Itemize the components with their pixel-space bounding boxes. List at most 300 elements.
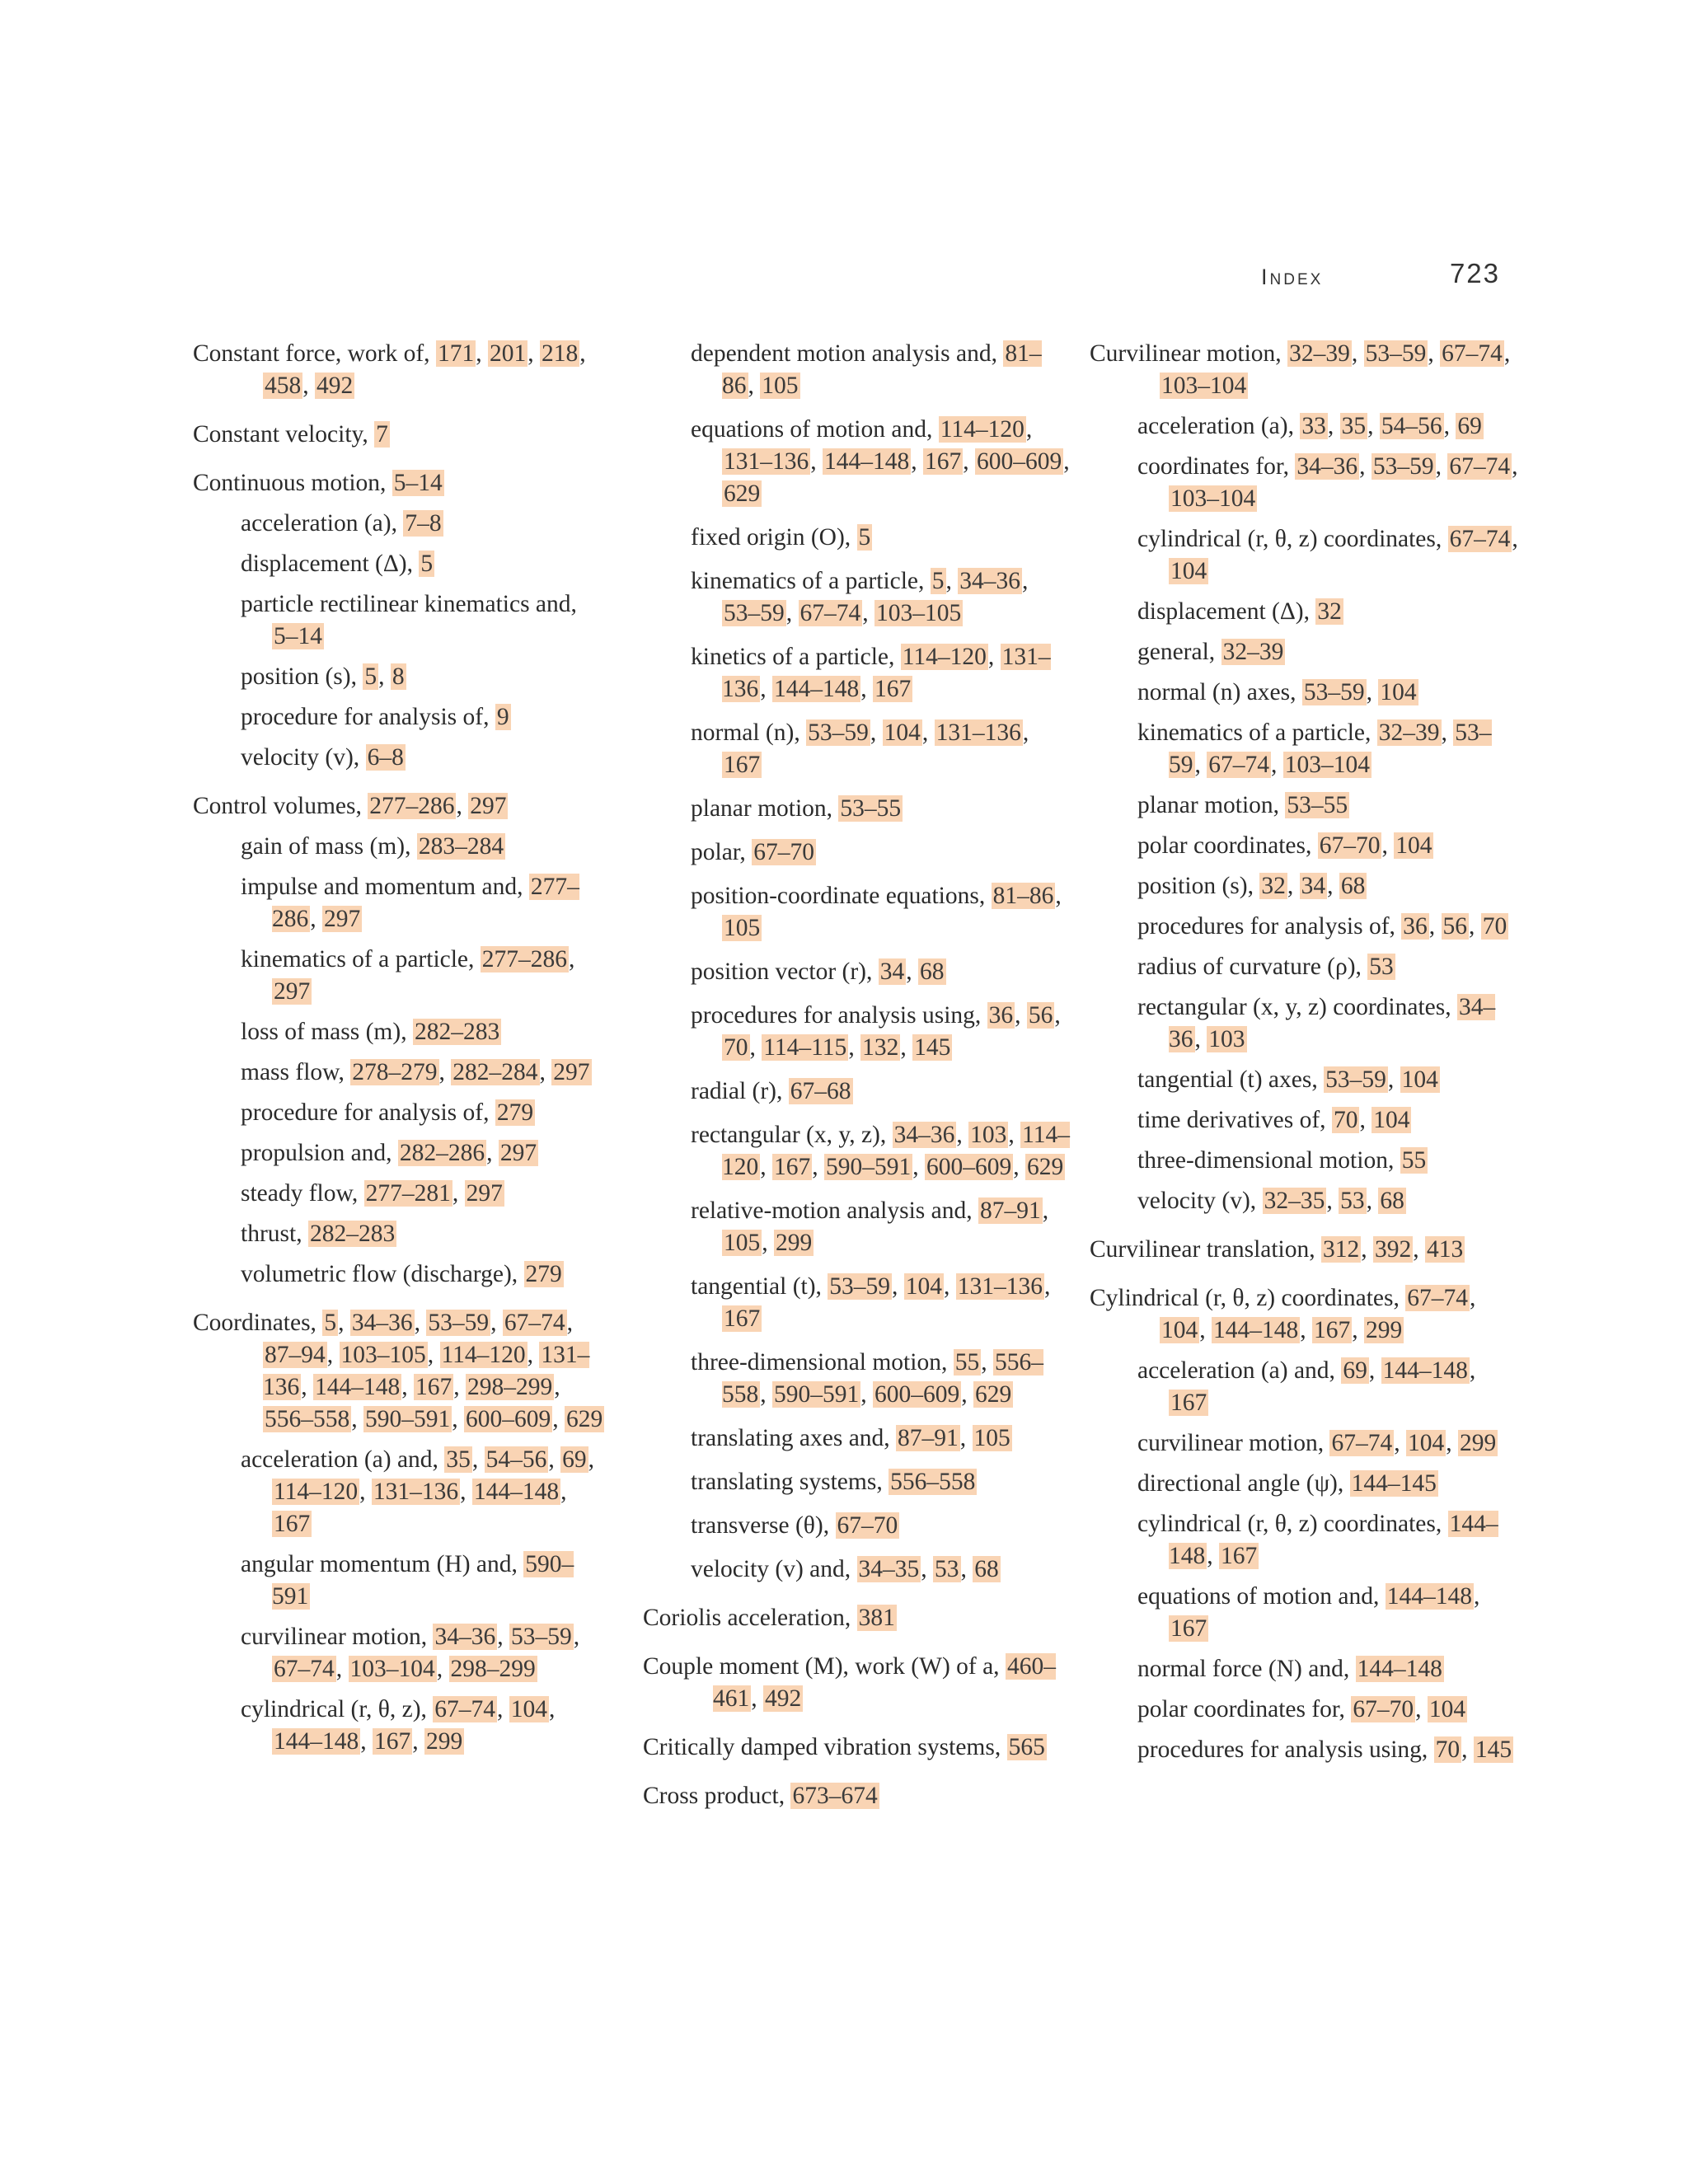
page-reference-link[interactable]: 103 — [1208, 1026, 1245, 1052]
index-entry — [193, 419, 605, 451]
index-subentry: velocity (v), 32–35, 53, 68 — [1137, 1188, 1404, 1214]
page-reference-link[interactable]: 167 — [774, 1154, 811, 1180]
page-reference-link[interactable]: 218 — [541, 340, 579, 367]
page-reference-link[interactable]: 145 — [914, 1034, 951, 1061]
page-reference-link[interactable]: 167 — [374, 1728, 411, 1755]
page-reference-link[interactable]: 381 — [858, 1605, 895, 1631]
page-reference-link[interactable]: 600–609 — [926, 1154, 1012, 1180]
running-head: Index — [1261, 265, 1324, 289]
page-reference-link[interactable]: 492 — [765, 1685, 802, 1712]
index-subentry — [241, 1258, 605, 1291]
page-reference-link[interactable]: 68 — [920, 958, 945, 985]
entry-term: planar motion, — [691, 795, 839, 822]
entry-term: curvilinear motion, — [1137, 1430, 1330, 1456]
index-subentry — [241, 1218, 605, 1250]
page-reference-link[interactable]: 629 — [724, 480, 761, 507]
index-subentry — [1137, 1145, 1518, 1177]
page-reference-link[interactable]: 81–86 — [992, 883, 1054, 909]
index-subentry: curvilinear motion, 67–74, 104, 299 — [1137, 1430, 1497, 1456]
index-subentry: normal (n) axes, 53–59, 104 — [1137, 679, 1417, 705]
page-reference-link[interactable]: 312 — [1323, 1236, 1360, 1263]
page-reference-link[interactable]: 114–120 — [274, 1479, 359, 1505]
entry-term: acceleration (a), — [241, 510, 404, 537]
page-reference-link[interactable]: 458 — [265, 373, 302, 399]
page-reference-link[interactable]: 104 — [1373, 1107, 1410, 1133]
page-reference-link[interactable]: 282–284 — [452, 1059, 538, 1085]
page-reference-link[interactable]: 70 — [1333, 1107, 1358, 1133]
entry-term: tangential (t) axes, — [1137, 1066, 1325, 1093]
page-reference-link[interactable]: 132 — [862, 1034, 899, 1061]
page-reference-link[interactable]: 53–59 — [1169, 719, 1492, 778]
page-reference-link[interactable]: 114–120 — [902, 644, 987, 670]
page-reference-link[interactable]: 53–59 — [724, 600, 785, 626]
entry-term: propulsion and, — [241, 1140, 398, 1166]
page-reference-link[interactable]: 36 — [1403, 913, 1428, 940]
page-reference-link[interactable]: 53–59 — [1365, 340, 1427, 367]
page-reference-link[interactable]: 282–283 — [414, 1019, 500, 1045]
index-subentry: polar coordinates, 67–70, 104 — [1137, 832, 1432, 859]
page-reference-link[interactable]: 53–55 — [840, 795, 902, 822]
page-reference-link[interactable]: 32–39 — [1222, 639, 1284, 665]
page-reference-link[interactable]: 131–136 — [935, 719, 1021, 746]
page-reference-link[interactable]: 167 — [1221, 1543, 1258, 1569]
page-reference-link[interactable]: 104 — [1161, 1317, 1198, 1343]
page-reference-link[interactable]: 297 — [274, 978, 311, 1005]
page-reference-link[interactable]: 53–59 — [1372, 453, 1434, 480]
index-subentry: curvilinear motion, 34–36, 53–59, 67–74, 103–104, 298–299 — [241, 1624, 580, 1682]
page-reference-link[interactable]: 7 — [376, 421, 388, 448]
page-reference-link[interactable]: 5 — [858, 524, 871, 551]
page-reference-link[interactable]: 53–59 — [510, 1624, 572, 1650]
page-reference-link[interactable]: 277–281 — [365, 1180, 451, 1207]
page-reference-link[interactable]: 34 — [879, 958, 905, 985]
page-reference-link[interactable]: 297 — [466, 1180, 503, 1207]
page-reference-link[interactable]: 53 — [935, 1556, 959, 1582]
page-reference-link[interactable]: 67–70 — [1353, 1696, 1414, 1722]
index-subentry: velocity (v) and, 34–35, 53, 68 — [691, 1556, 999, 1582]
page-reference-link[interactable]: 114–115 — [763, 1034, 847, 1061]
page-reference-link[interactable]: 69 — [1457, 413, 1482, 439]
page-reference-link[interactable]: 103–104 — [1161, 373, 1247, 399]
page-reference-link[interactable]: 68 — [974, 1556, 999, 1582]
page-reference-link[interactable]: 70 — [1482, 913, 1507, 940]
page-reference-link[interactable]: 33 — [1301, 413, 1326, 439]
index-subentry — [241, 588, 605, 653]
entry-term: tangential (t), — [691, 1273, 828, 1300]
page-reference-link[interactable]: 87–91 — [980, 1197, 1041, 1224]
index-subentry: dependent motion analysis and, 81–86, 105 — [691, 340, 1042, 399]
page-reference-link[interactable]: 104 — [1407, 1430, 1445, 1456]
page-reference-link[interactable]: 297 — [470, 793, 507, 819]
page-reference-link[interactable]: 131–136 — [263, 1342, 590, 1400]
page-reference-link[interactable]: 114–120 — [722, 1122, 1071, 1180]
page-reference-link[interactable]: 629 — [1027, 1154, 1064, 1180]
index-subentry — [241, 742, 605, 774]
page-reference-link[interactable]: 298–299 — [467, 1374, 553, 1400]
entry-term: kinematics of a particle, — [691, 568, 931, 594]
page-reference-link[interactable]: 5 — [931, 568, 945, 594]
page-reference-link[interactable]: 67–74 — [1449, 526, 1511, 552]
page-reference-link[interactable]: 69 — [1343, 1357, 1367, 1384]
page-reference-link[interactable]: 167 — [724, 1305, 761, 1332]
page-reference-link[interactable]: 144–148 — [824, 448, 910, 475]
page-reference-link[interactable]: 68 — [1340, 873, 1366, 899]
entry-term: time derivatives of, — [1137, 1107, 1332, 1133]
page-reference-link[interactable]: 104 — [1395, 832, 1432, 859]
page-reference-link[interactable]: 282–286 — [399, 1140, 485, 1166]
page-reference-link[interactable]: 67–70 — [1319, 832, 1381, 859]
page-reference-link[interactable]: 144–148 — [315, 1374, 401, 1400]
entry-term: normal (n) axes, — [1137, 679, 1302, 705]
index-subentry — [241, 1016, 605, 1048]
page-reference-link[interactable]: 299 — [426, 1728, 463, 1755]
entry-term: directional angle (ψ), — [1137, 1470, 1350, 1497]
entry-term: normal (n), — [691, 719, 807, 746]
index-subentry — [241, 831, 605, 863]
page-number: 723 — [1449, 258, 1500, 288]
page-reference-link[interactable]: 35 — [446, 1446, 471, 1473]
page-reference-link[interactable]: 5–14 — [274, 623, 322, 649]
page-reference-link[interactable]: 67–70 — [753, 839, 814, 865]
page-reference-link[interactable]: 67–74 — [434, 1696, 496, 1722]
entry-term: steady flow, — [241, 1180, 364, 1207]
entry-term: procedures for analysis using, — [691, 1002, 987, 1029]
page-reference-link[interactable]: 105 — [724, 1230, 761, 1256]
page-reference-link[interactable]: 279 — [496, 1099, 534, 1126]
entry-term: Cross product, — [643, 1783, 791, 1809]
page-reference-link[interactable]: 144–148 — [274, 1728, 359, 1755]
page-reference-link[interactable]: 600–609 — [466, 1406, 551, 1432]
entry-term: Coordinates, — [193, 1310, 323, 1336]
page-reference-link[interactable]: 67–74 — [1331, 1430, 1393, 1456]
entry-term: fixed origin (O), — [691, 524, 857, 551]
index-subentry: acceleration (a) and, 69, 144–148, 167 — [1137, 1357, 1476, 1416]
entry-term: translating systems, — [691, 1469, 889, 1495]
index-subentry: kinematics of a particle, 32–39, 53–59, 67–74, 103–104 — [1137, 719, 1492, 778]
page-reference-link[interactable]: 144–148 — [1382, 1357, 1468, 1384]
page-reference-link[interactable]: 144–148 — [1357, 1656, 1442, 1682]
page-reference-link[interactable]: 67–68 — [790, 1078, 851, 1104]
page-reference-link[interactable]: 114–120 — [441, 1342, 526, 1368]
page-reference-link[interactable]: 105 — [724, 915, 761, 941]
page-reference-link[interactable]: 114–120 — [940, 416, 1025, 443]
page-reference-link[interactable]: 104 — [1401, 1066, 1438, 1093]
page-reference-link[interactable]: 6–8 — [367, 744, 404, 771]
page-reference-link[interactable]: 673–674 — [792, 1783, 878, 1809]
page-reference-link[interactable]: 104 — [905, 1273, 943, 1300]
page-reference-link[interactable]: 299 — [1459, 1430, 1497, 1456]
page-reference-link[interactable]: 131–136 — [724, 448, 809, 475]
index-subentry: position (s), 5, 8 — [241, 663, 405, 690]
page-reference-link[interactable]: 34–36 — [893, 1122, 955, 1148]
entry-term: transverse (θ), — [691, 1512, 836, 1539]
page-reference-link[interactable]: 5–14 — [393, 470, 443, 496]
page-reference-link[interactable]: 145 — [1475, 1736, 1512, 1763]
page-reference-link[interactable]: 590–591 — [365, 1406, 451, 1432]
page-reference-link[interactable]: 56 — [1442, 913, 1468, 940]
entry-term: particle rectilinear kinematics and, — [241, 591, 577, 617]
page-reference-link[interactable]: 32–39 — [1289, 340, 1350, 367]
index-subentry: cylindrical (r, θ, z), 67–74, 104, 144–148, 167, 299 — [241, 1696, 556, 1755]
page-reference-link[interactable]: 103–104 — [349, 1656, 435, 1682]
index-subentry — [1137, 1653, 1518, 1685]
page-reference-link[interactable]: 298–299 — [450, 1656, 536, 1682]
page-reference-link[interactable]: 104 — [884, 719, 921, 746]
page-reference-link[interactable]: 556–558 — [265, 1406, 350, 1432]
page-reference-link[interactable]: 171 — [437, 340, 475, 367]
page-reference-link[interactable]: 70 — [1435, 1736, 1461, 1763]
index-entry — [643, 1732, 1071, 1764]
page-reference-link[interactable]: 53 — [1369, 954, 1394, 980]
page-reference-link[interactable]: 53 — [1340, 1188, 1365, 1214]
page-reference-link[interactable]: 70 — [724, 1034, 748, 1061]
index-entry — [193, 467, 605, 499]
page-reference-link[interactable]: 34–36 — [351, 1310, 413, 1336]
page-reference-link[interactable]: 167 — [1314, 1317, 1351, 1343]
page-reference-link[interactable]: 34–36 — [1296, 453, 1358, 480]
page-reference-link[interactable]: 67–70 — [837, 1512, 898, 1539]
page-reference-link[interactable]: 413 — [1427, 1236, 1464, 1263]
entry-term: position-coordinate equations, — [691, 883, 992, 909]
page-reference-link[interactable]: 34–36 — [434, 1624, 496, 1650]
entry-term: Constant velocity, — [193, 421, 375, 448]
page-reference-link[interactable]: 53–59 — [428, 1310, 490, 1336]
index-subentry: equations of motion and, 144–148, 167 — [1137, 1583, 1480, 1642]
page-reference-link[interactable]: 556–558 — [722, 1349, 1043, 1408]
page-reference-link[interactable]: 299 — [776, 1230, 813, 1256]
page-reference-link[interactable]: 69 — [562, 1446, 587, 1473]
index-column-3 — [1090, 338, 1518, 1766]
entry-term: radial (r), — [691, 1078, 789, 1104]
index-subentry: kinematics of a particle, 277–286, 297 — [241, 946, 575, 1005]
page-reference-link[interactable]: 131–136 — [373, 1479, 459, 1505]
page-reference-link[interactable]: 67–74 — [1407, 1285, 1468, 1311]
page-reference-link[interactable]: 297 — [499, 1140, 537, 1166]
page-reference-link[interactable]: 144–148 — [1169, 1511, 1498, 1569]
page-reference-link[interactable]: 492 — [316, 373, 354, 399]
page-reference-link[interactable]: 460–461 — [713, 1653, 1056, 1712]
page-reference-link[interactable]: 297 — [553, 1059, 590, 1085]
page-reference-link[interactable]: 54–56 — [1381, 413, 1442, 439]
entry-term: mass flow, — [241, 1059, 351, 1085]
page-reference-link[interactable]: 167 — [415, 1374, 452, 1400]
page-reference-link[interactable]: 105 — [973, 1425, 1010, 1451]
page-reference-link[interactable]: 278–279 — [352, 1059, 438, 1085]
page-reference-link[interactable]: 144–148 — [473, 1479, 560, 1505]
index-subentry: kinematics of a particle, 5, 34–36, 53–59, 67–74, 103–105 — [691, 568, 1029, 626]
entry-term: Couple moment (M), work (W) of a, — [643, 1653, 1006, 1680]
page-reference-link[interactable]: 36 — [988, 1002, 1014, 1029]
index-subentry: equations of motion and, 114–120, 131–136, 144–148, 167, 600–609, 629 — [691, 416, 1070, 507]
index-subentry: three-dimensional motion, 55, 556–558, 590–591, 600–609, 629 — [691, 1349, 1043, 1408]
page-reference-link[interactable]: 8 — [392, 663, 405, 690]
entry-term: procedure for analysis of, — [241, 704, 495, 730]
index-subentry: time derivatives of, 70, 104 — [1137, 1107, 1410, 1133]
index-subentry: rectangular (x, y, z), 34–36, 103, 114–120, 167, 590–591, 600–609, 629 — [691, 1122, 1071, 1180]
page-reference-link[interactable]: 5 — [364, 663, 377, 690]
page-reference-link[interactable]: 53–59 — [1303, 679, 1365, 705]
page-reference-link[interactable]: 55 — [1401, 1147, 1427, 1174]
index-entry: Curvilinear motion, 32–39, 53–59, 67–74, 103–104 — [1090, 340, 1511, 399]
page-reference-link[interactable]: 103–105 — [340, 1342, 426, 1368]
page-reference-link[interactable]: 629 — [566, 1406, 603, 1432]
page-reference-link[interactable]: 590–591 — [272, 1551, 574, 1610]
index-subentry: impulse and momentum and, 277–286, 297 — [241, 874, 579, 932]
index-subentry — [691, 837, 1071, 869]
page-reference-link[interactable]: 144–148 — [1213, 1317, 1299, 1343]
page-reference-link[interactable]: 32–35 — [1264, 1188, 1325, 1214]
page-reference-link[interactable]: 104 — [1380, 679, 1417, 705]
page-reference-link[interactable]: 299 — [1366, 1317, 1403, 1343]
page-reference-link[interactable]: 144–145 — [1351, 1470, 1437, 1497]
page-reference-link[interactable]: 103–105 — [876, 600, 962, 626]
page-reference-link[interactable]: 54–56 — [485, 1446, 547, 1473]
page-reference-link[interactable]: 600–609 — [977, 448, 1062, 475]
entry-term: kinetics of a particle, — [691, 644, 901, 670]
index-subentry: relative-motion analysis and, 87–91, 105, 299 — [691, 1197, 1049, 1256]
entry-term: procedures for analysis of, — [1137, 913, 1402, 940]
page-reference-link[interactable]: 277–286 — [369, 793, 455, 819]
page-reference-link[interactable]: 144–148 — [1386, 1583, 1472, 1610]
index-subentry: procedures for analysis using, 70, 145 — [1137, 1736, 1512, 1763]
page-reference-link[interactable]: 87–91 — [898, 1425, 959, 1451]
page-reference-link[interactable]: 131–136 — [957, 1273, 1043, 1300]
page-reference-link[interactable]: 590–591 — [826, 1154, 912, 1180]
entry-term: equations of motion and, — [691, 416, 939, 443]
entry-term: coordinates for, — [1137, 453, 1296, 480]
page-reference-link[interactable]: 68 — [1380, 1188, 1404, 1214]
page-reference-link[interactable]: 103–104 — [1170, 485, 1256, 512]
entry-term: Cylindrical (r, θ, z) coordinates, — [1090, 1285, 1406, 1311]
page-reference-link[interactable]: 277–286 — [272, 874, 579, 932]
index-entry — [643, 1780, 1071, 1812]
entry-term: Coriolis acceleration, — [643, 1605, 857, 1631]
page-reference-link[interactable]: 167 — [874, 676, 912, 702]
entry-term: velocity (v), — [1137, 1188, 1263, 1214]
page-reference-link[interactable]: 600–609 — [874, 1381, 960, 1408]
page-reference-link[interactable]: 104 — [1170, 558, 1207, 584]
page-reference-link[interactable]: 67–74 — [1442, 340, 1503, 367]
page-reference-link[interactable]: 9 — [496, 704, 509, 730]
page-reference-link[interactable]: 282–283 — [309, 1221, 396, 1247]
page-reference-link[interactable]: 167 — [925, 448, 962, 475]
page-reference-link[interactable]: 67–74 — [799, 600, 861, 626]
index-subentry — [241, 548, 605, 580]
page-reference-link[interactable]: 279 — [525, 1261, 562, 1287]
page-reference-link[interactable]: 167 — [274, 1511, 311, 1537]
entry-term: procedures for analysis using, — [1137, 1736, 1434, 1763]
page-reference-link[interactable]: 103–104 — [1284, 752, 1370, 778]
page-reference-link[interactable]: 131–136 — [722, 644, 1051, 702]
entry-term: general, — [1137, 639, 1221, 665]
page-reference-link[interactable]: 297 — [324, 906, 361, 932]
entry-term: loss of mass (m), — [241, 1019, 413, 1045]
page-reference-link[interactable]: 103 — [970, 1122, 1007, 1148]
index-subentry — [1137, 951, 1518, 983]
page-reference-link[interactable]: 67–74 — [274, 1656, 335, 1682]
page-reference-link[interactable]: 67–74 — [1208, 752, 1269, 778]
entry-term: position (s), — [1137, 873, 1260, 899]
page-reference-link[interactable]: 5 — [420, 551, 434, 577]
page-reference-link[interactable]: 167 — [724, 752, 761, 778]
page-reference-link[interactable]: 565 — [1008, 1734, 1045, 1760]
page-reference-link[interactable]: 53–59 — [808, 719, 869, 746]
index-subentry — [241, 508, 605, 540]
page-reference-link[interactable]: 104 — [510, 1696, 548, 1722]
page-reference-link[interactable]: 87–94 — [265, 1342, 326, 1368]
page-reference-link[interactable]: 32 — [1317, 598, 1342, 625]
page-reference-link[interactable]: 35 — [1341, 413, 1367, 439]
page-reference-link[interactable]: 55 — [954, 1349, 980, 1376]
page-reference-link[interactable]: 167 — [1170, 1390, 1207, 1416]
page-reference-link[interactable]: 32 — [1261, 873, 1286, 899]
index-subentry — [1137, 636, 1518, 668]
index-entry: Cylindrical (r, θ, z) coordinates, 67–74, 104, 144–148, 167, 299 — [1090, 1285, 1476, 1343]
index-subentry — [691, 793, 1071, 825]
index-subentry — [1137, 790, 1518, 822]
index-subentry: kinetics of a particle, 114–120, 131–136, 144–148, 167 — [691, 644, 1051, 702]
page-reference-link[interactable]: 144–148 — [774, 676, 860, 702]
page-reference-link[interactable]: 392 — [1375, 1236, 1412, 1263]
entry-term: radius of curvature (ρ), — [1137, 954, 1368, 980]
page-reference-link[interactable]: 81–86 — [722, 340, 1042, 399]
entry-term: translating axes and, — [691, 1425, 897, 1451]
entry-term: equations of motion and, — [1137, 1583, 1386, 1610]
entry-term: kinematics of a particle, — [241, 946, 481, 972]
page-reference-link[interactable]: 34–36 — [959, 568, 1021, 594]
page-reference-link[interactable]: 201 — [489, 340, 527, 367]
page-reference-link[interactable]: 283–284 — [418, 833, 504, 860]
entry-term: velocity (v) and, — [691, 1556, 857, 1582]
page-reference-link[interactable]: 32–39 — [1378, 719, 1440, 746]
index-subentry: mass flow, 278–279, 282–284, 297 — [241, 1059, 590, 1085]
entry-term: cylindrical (r, θ, z) coordinates, — [1137, 1511, 1448, 1537]
page-reference-link[interactable]: 34–35 — [858, 1556, 920, 1582]
page-reference-link[interactable]: 67–74 — [504, 1310, 565, 1336]
page-reference-link[interactable]: 53–59 — [829, 1273, 891, 1300]
index-subentry — [691, 1466, 1071, 1498]
entry-term: impulse and momentum and, — [241, 874, 529, 900]
index-subentry: coordinates for, 34–36, 53–59, 67–74, 103–104 — [1137, 453, 1518, 512]
index-subentry: position-coordinate equations, 81–86, 105 — [691, 883, 1062, 941]
index-subentry: cylindrical (r, θ, z) coordinates, 67–74, 104 — [1137, 526, 1518, 584]
index-subentry: position vector (r), 34, 68 — [691, 958, 945, 985]
index-subentry: rectangular (x, y, z) coordinates, 34–36, 103 — [1137, 994, 1496, 1052]
index-subentry: procedures for analysis using, 36, 56, 70, 114–115, 132, 145 — [691, 1002, 1061, 1061]
page-reference-link[interactable]: 53–59 — [1325, 1066, 1386, 1093]
entry-term: displacement (Δ), — [241, 551, 420, 577]
page-reference-link[interactable]: 105 — [762, 373, 799, 399]
entry-term: Critically damped vibration systems, — [643, 1734, 1007, 1760]
page-reference-link[interactable]: 590–591 — [774, 1381, 860, 1408]
page-reference-link[interactable]: 104 — [1428, 1696, 1466, 1722]
index-subentry: tangential (t), 53–59, 104, 131–136, 167 — [691, 1273, 1051, 1332]
page-reference-link[interactable]: 556–558 — [890, 1469, 976, 1495]
index-entry: Curvilinear translation, 312, 392, 413 — [1090, 1236, 1464, 1263]
index-column-1 — [193, 338, 605, 1758]
page-reference-link[interactable]: 34–36 — [1169, 994, 1496, 1052]
page-reference-link[interactable]: 67–74 — [1449, 453, 1511, 480]
page-reference-link[interactable]: 5 — [324, 1310, 337, 1336]
page-reference-link[interactable]: 7–8 — [405, 510, 442, 537]
page-reference-link[interactable]: 56 — [1028, 1002, 1053, 1029]
page-reference-link[interactable]: 277–286 — [481, 946, 568, 972]
page-reference-link[interactable]: 34 — [1301, 873, 1326, 899]
page-reference-link[interactable]: 629 — [975, 1381, 1012, 1408]
page-reference-link[interactable]: 53–55 — [1287, 792, 1348, 818]
page-reference-link[interactable]: 167 — [1170, 1615, 1207, 1642]
index-subentry: cylindrical (r, θ, z) coordinates, 144–148, 167 — [1137, 1511, 1498, 1569]
